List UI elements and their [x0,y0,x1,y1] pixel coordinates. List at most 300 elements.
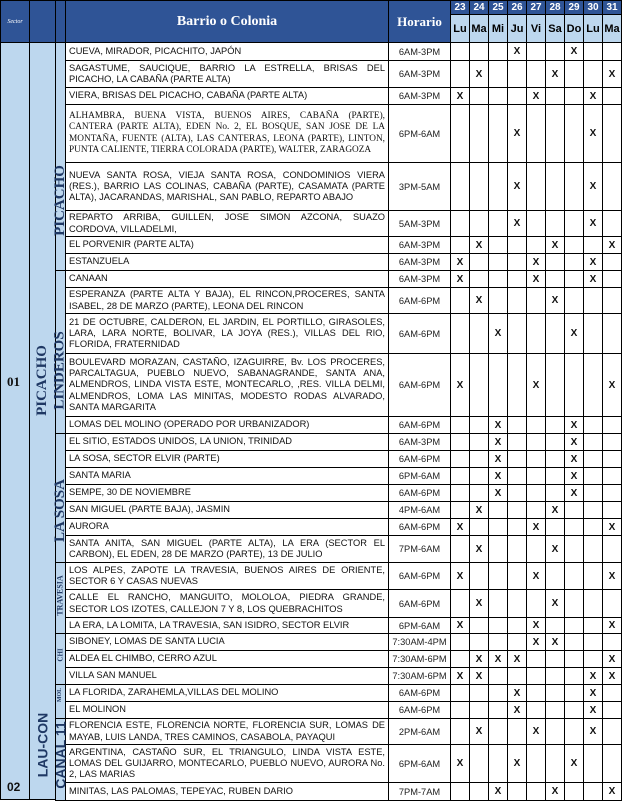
barrio-cell: AURORA [65,518,389,536]
collection-mark: X [507,701,527,719]
day-header-do: Do [564,14,584,43]
empty-day-cell [545,416,565,434]
barrio-cell: ARGENTINA, CASTAÑO SUR, EL TRIANGULO, LINDA VISTA ESTE, LOMAS DEL GUIJARRO, MONTECARLO, PUEBLO NUEVO, AURORA No. 2, LAS MARIAS [65,744,389,783]
horario-cell: 7PM-7AM [388,782,451,801]
empty-day-cell [526,433,546,451]
collection-mark: X [469,501,489,519]
collection-mark: X [450,270,470,288]
empty-day-cell [583,484,603,502]
subzone-label-picacho: PICACHO [52,164,68,236]
empty-day-cell [602,744,622,783]
empty-day-cell [545,667,565,685]
empty-day-cell [583,518,603,536]
date-header-28: 28 [545,0,565,15]
collection-mark: X [469,236,489,254]
empty-day-cell [450,60,470,88]
barrio-cell: SEMPE, 30 DE NOVIEMBRE [65,484,389,502]
barrio-cell: SAN MIGUEL (PARTE BAJA), JASMIN [65,501,389,519]
subzone-label-canal-11: CANAL 11 [52,721,69,789]
collection-mark: X [488,484,508,502]
horario-cell: 2PM-6AM [388,718,451,745]
collection-mark: X [469,589,489,618]
collection-mark: X [583,701,603,719]
collection-mark: X [602,353,622,417]
date-header-23: 23 [450,0,470,15]
empty-day-cell [583,433,603,451]
collection-mark: X [526,718,546,745]
empty-day-cell [488,353,508,417]
barrio-cell: ESPERANZA (PARTE ALTA Y BAJA), EL RINCON,PROCERES, SANTA ISABEL, 28 DE MARZO (PARTE), LEONA DEL RINCON [65,287,389,314]
horario-cell: 6PM-6AM [388,467,451,485]
barrio-cell: FLORENCIA ESTE, FLORENCIA NORTE, FLORENCIA SUR, LOMAS DE MAYAB, LUIS LANDA, TRES CAMINOS, CASABOLA, PAYAQUI [65,718,389,745]
empty-day-cell [507,353,527,417]
empty-day-cell [450,236,470,254]
empty-day-cell [526,162,546,211]
empty-day-cell [488,744,508,783]
empty-day-cell [450,42,470,61]
empty-day-cell [545,467,565,485]
empty-day-cell [507,633,527,651]
empty-day-cell [488,535,508,563]
horario-cell: 6AM-3PM [388,253,451,271]
empty-day-cell [545,42,565,61]
day-header-sa: Sa [545,14,565,43]
empty-day-cell [602,484,622,502]
empty-day-cell [469,433,489,451]
collection-mark: X [526,353,546,417]
subzone-label-mol: MOL [57,687,64,703]
empty-day-cell [488,684,508,702]
empty-day-cell [469,684,489,702]
collection-mark: X [469,535,489,563]
empty-day-cell [564,501,584,519]
horario-cell: 6AM-6PM [388,518,451,536]
collection-mark: X [507,684,527,702]
barrio-cell: LA FLORIDA, ZARAHEMLA,VILLAS DEL MOLINO [65,684,389,702]
empty-day-cell [450,210,470,237]
empty-day-cell [583,535,603,563]
collection-mark: X [488,433,508,451]
empty-day-cell [602,684,622,702]
empty-day-cell [602,416,622,434]
empty-day-cell [545,104,565,163]
empty-day-cell [507,287,527,314]
horario-cell: 6AM-6PM [388,701,451,719]
date-header-30: 30 [583,0,603,15]
empty-day-cell [602,633,622,651]
horario-cell: 6AM-6PM [388,562,451,590]
empty-day-cell [583,562,603,590]
collection-mark: X [564,467,584,485]
empty-day-cell [507,501,527,519]
empty-day-cell [469,87,489,105]
collection-mark: X [602,518,622,536]
horario-cell: 6PM-6AM [388,617,451,634]
empty-day-cell [526,104,546,163]
empty-day-cell [488,162,508,211]
empty-day-cell [507,518,527,536]
zone-label-lau-con: LAU-CON [34,712,51,778]
collection-mark: X [583,253,603,271]
empty-day-cell [545,353,565,417]
collection-mark: X [450,617,470,634]
collection-mark: X [507,104,527,163]
horario-cell: 6PM-6AM [388,104,451,163]
empty-day-cell [602,87,622,105]
collection-mark: X [583,667,603,685]
empty-day-cell [602,270,622,288]
empty-day-cell [488,617,508,634]
empty-day-cell [545,253,565,271]
empty-day-cell [564,562,584,590]
empty-day-cell [507,313,527,354]
empty-day-cell [450,535,470,563]
empty-day-cell [583,287,603,314]
empty-day-cell [488,87,508,105]
collection-mark: X [507,744,527,783]
empty-day-cell [526,287,546,314]
empty-day-cell [507,782,527,801]
empty-day-cell [507,617,527,634]
collection-mark: X [545,501,565,519]
empty-day-cell [450,104,470,163]
collection-mark: X [488,650,508,668]
collection-mark: X [564,42,584,61]
empty-day-cell [450,782,470,801]
empty-day-cell [507,667,527,685]
barrio-cell: SANTA MARIA [65,467,389,485]
barrio-cell: LA ERA, LA LOMITA, LA TRAVESIA, SAN ISIDRO, SECTOR ELVIR [65,617,389,634]
empty-day-cell [602,210,622,237]
empty-day-cell [469,701,489,719]
collection-mark: X [564,433,584,451]
empty-day-cell [526,782,546,801]
horario-cell: 7:30AM-6PM [388,667,451,685]
empty-day-cell [526,535,546,563]
empty-day-cell [602,589,622,618]
empty-day-cell [450,287,470,314]
empty-day-cell [564,287,584,314]
empty-day-cell [545,684,565,702]
day-header-vi: Vi [526,14,546,43]
empty-day-cell [564,782,584,801]
horario-cell: 6AM-6PM [388,287,451,314]
empty-day-cell [583,236,603,254]
barrio-cell: 21 DE OCTUBRE, CALDERON, EL JARDIN, EL PORTILLO, GIRASOLES, LARA, LARA NORTE, BOLIVAR, LA JOYA (RES.), VILLAS DEL RIO, FLORIDA, FRATERNIDAD [65,313,389,354]
empty-day-cell [450,313,470,354]
collection-mark: X [583,718,603,745]
horario-cell: 6AM-6PM [388,313,451,354]
empty-day-cell [526,667,546,685]
empty-day-cell [469,562,489,590]
barrio-cell: ALHAMBRA, BUENA VISTA, BUENOS AIRES, CABAÑA (PARTE), CANTERA (PARTE ALTA), EDEN No. 2, EL BOSQUE, SAN JOSE DE LA MONTAÑA, FUENTE (ALTA), LAS CANTERAS, LEONA (PARTE), LINTON, PUNTA CALIENTE, TIERRA COLORADA (PARTE), WALTER, ZARAGOZA [65,104,389,163]
collection-mark: X [469,667,489,685]
empty-day-cell [526,236,546,254]
empty-day-cell [602,253,622,271]
barrio-cell: ESTANZUELA [65,253,389,271]
collection-mark: X [545,535,565,563]
empty-day-cell [469,313,489,354]
collection-mark: X [526,617,546,634]
collection-mark: X [469,718,489,745]
horario-cell: 7:30AM-6PM [388,650,451,668]
empty-day-cell [469,617,489,634]
horario-cell: 6PM-6AM [388,744,451,783]
collection-mark: X [545,589,565,618]
date-header-25: 25 [488,0,508,15]
collection-mark: X [583,87,603,105]
empty-day-cell [488,562,508,590]
empty-day-cell [583,782,603,801]
empty-day-cell [526,313,546,354]
collection-mark: X [602,617,622,634]
empty-day-cell [602,433,622,451]
collection-mark: X [583,270,603,288]
barrio-cell: CUEVA, MIRADOR, PICACHITO, JAPÓN [65,42,389,61]
barrio-cell: EL PORVENIR (PARTE ALTA) [65,236,389,254]
barrio-cell: VIERA, BRISAS DEL PICACHO, CABAÑA (PARTE ALTA) [65,87,389,105]
empty-day-cell [507,60,527,88]
empty-day-cell [450,650,470,668]
empty-day-cell [564,684,584,702]
empty-day-cell [507,467,527,485]
empty-day-cell [564,650,584,668]
empty-day-cell [507,718,527,745]
empty-day-cell [526,589,546,618]
horario-cell: 6AM-3PM [388,236,451,254]
barrio-header [65,0,389,43]
collection-mark: X [564,450,584,468]
empty-day-cell [602,701,622,719]
collection-mark: X [488,416,508,434]
empty-day-cell [507,589,527,618]
collection-mark: X [583,162,603,211]
empty-day-cell [450,416,470,434]
empty-day-cell [564,701,584,719]
empty-day-cell [583,353,603,417]
empty-day-cell [526,701,546,719]
collection-mark: X [602,236,622,254]
barrio-cell: MINITAS, LAS PALOMAS, TEPEYAC, RUBEN DARIO [65,782,389,801]
empty-day-cell [564,667,584,685]
empty-day-cell [602,501,622,519]
collection-mark: X [564,313,584,354]
empty-day-cell [602,104,622,163]
empty-day-cell [602,535,622,563]
collection-mark: X [450,562,470,590]
empty-day-cell [469,744,489,783]
empty-day-cell [526,42,546,61]
empty-day-cell [602,162,622,211]
empty-day-cell [469,782,489,801]
empty-day-cell [507,236,527,254]
empty-day-cell [450,484,470,502]
collection-mark: X [602,650,622,668]
empty-day-cell [564,60,584,88]
empty-day-cell [602,450,622,468]
empty-day-cell [469,353,489,417]
collection-mark: X [469,60,489,88]
empty-day-cell [450,467,470,485]
empty-day-cell [526,501,546,519]
collection-mark: X [450,87,470,105]
empty-day-cell [545,718,565,745]
empty-day-cell [469,253,489,271]
collection-mark: X [488,467,508,485]
empty-day-cell [526,467,546,485]
day-header-ju: Ju [507,14,527,43]
collection-mark: X [469,287,489,314]
empty-day-cell [545,433,565,451]
horario-cell: 6AM-6PM [388,353,451,417]
empty-day-cell [602,42,622,61]
empty-day-cell [545,650,565,668]
empty-day-cell [583,60,603,88]
empty-day-cell [488,518,508,536]
collection-mark: X [564,416,584,434]
horario-cell: 5AM-3PM [388,210,451,237]
collection-mark: X [545,236,565,254]
empty-day-cell [602,467,622,485]
subzone-label-chi: CHI [56,648,65,662]
collection-mark: X [488,450,508,468]
empty-day-cell [469,270,489,288]
empty-day-cell [488,501,508,519]
empty-day-cell [469,518,489,536]
barrio-cell: CALLE EL RANCHO, MANGUITO, MOLOLOA, PIEDRA GRANDE, SECTOR LOS IZOTES, CALLEJON 7 Y 8, LOS QUEBRACHITOS [65,589,389,618]
date-header-27: 27 [526,0,546,15]
empty-day-cell [564,617,584,634]
collection-mark: X [602,782,622,801]
sector-header [0,0,30,43]
barrio-cell: SANTA ANITA, SAN MIGUEL (PARTE ALTA), LA ERA (SECTOR EL CARBON), EL EDEN, 28 DE MARZO (PARTE), 13 DE JULIO [65,535,389,563]
empty-day-cell [583,589,603,618]
collection-mark: X [526,253,546,271]
collection-mark: X [450,744,470,783]
barrio-cell: EL SITIO, ESTADOS UNIDOS, LA UNION, TRINIDAD [65,433,389,451]
collection-mark: X [507,650,527,668]
empty-day-cell [583,501,603,519]
empty-day-cell [469,162,489,211]
horario-cell: 7PM-6AM [388,535,451,563]
collection-mark: X [450,518,470,536]
barrio-cell: LA SOSA, SECTOR ELVIR (PARTE) [65,450,389,468]
collection-mark: X [564,484,584,502]
empty-day-cell [583,650,603,668]
collection-mark: X [526,87,546,105]
empty-day-cell [583,744,603,783]
collection-mark: X [602,667,622,685]
collection-mark: X [526,562,546,590]
date-header-29: 29 [564,0,584,15]
empty-day-cell [583,450,603,468]
barrio-cell: VILLA SAN MANUEL [65,667,389,685]
collection-mark: X [564,744,584,783]
empty-day-cell [564,270,584,288]
collection-mark: X [507,162,527,211]
sector-number-01: 01 [7,374,20,389]
empty-day-cell [526,744,546,783]
empty-day-cell [469,450,489,468]
barrio-cell: LOMAS DEL MOLINO (OPERADO POR URBANIZADOR) [65,416,389,434]
empty-day-cell [488,701,508,719]
collection-mark: X [602,60,622,88]
empty-day-cell [602,313,622,354]
collection-mark: X [583,684,603,702]
date-header-31: 31 [602,0,622,15]
empty-day-cell [488,236,508,254]
collection-mark: X [526,633,546,651]
barrio-cell: LOS ALPES, ZAPOTE LA TRAVESIA, BUENOS AIRES DE ORIENTE, SECTOR 6 Y CASAS NUEVAS [65,562,389,590]
empty-day-cell [488,633,508,651]
empty-day-cell [507,562,527,590]
collection-mark: X [583,104,603,163]
horario-cell: 7:30AM-4PM [388,633,451,651]
empty-day-cell [583,467,603,485]
empty-day-cell [545,562,565,590]
empty-day-cell [450,162,470,211]
empty-day-cell [564,236,584,254]
collection-mark: X [488,313,508,354]
empty-day-cell [507,416,527,434]
empty-day-cell [469,416,489,434]
empty-day-cell [545,701,565,719]
empty-day-cell [564,87,584,105]
empty-day-cell [469,42,489,61]
date-header-26: 26 [507,0,527,15]
empty-day-cell [564,718,584,745]
day-header-lu: Lu [450,14,470,43]
day-header-mi: Mi [488,14,508,43]
horario-cell: 6AM-6PM [388,416,451,434]
empty-day-cell [526,60,546,88]
empty-day-cell [545,744,565,783]
empty-day-cell [564,589,584,618]
barrio-cell: SAGASTUME, SAUCIQUE, BARRIO LA ESTRELLA, BRISAS DEL PICACHO, LA CABAÑA (PARTE ALTA) [65,60,389,88]
horario-cell: 6AM-3PM [388,270,451,288]
barrio-cell: EL MOLINON [65,701,389,719]
empty-day-cell [488,104,508,163]
empty-day-cell [507,484,527,502]
barrio-cell: ALDEA EL CHIMBO, CERRO AZUL [65,650,389,668]
date-header-24: 24 [469,0,489,15]
empty-day-cell [564,633,584,651]
empty-day-cell [450,718,470,745]
empty-day-cell [583,617,603,634]
empty-day-cell [545,518,565,536]
empty-day-cell [450,433,470,451]
zone-label-picacho: PICACHO [34,344,50,416]
horario-cell: 6AM-6PM [388,450,451,468]
empty-day-cell [450,450,470,468]
sector-number-02: 02 [7,780,21,794]
empty-day-cell [488,667,508,685]
empty-day-cell [450,633,470,651]
horario-cell: 6AM-3PM [388,42,451,61]
empty-day-cell [564,535,584,563]
empty-day-cell [488,270,508,288]
horario-cell: 6AM-6PM [388,589,451,618]
empty-day-cell [450,589,470,618]
empty-day-cell [469,484,489,502]
empty-day-cell [450,501,470,519]
empty-day-cell [602,287,622,314]
horario-header [388,0,451,43]
collection-mark: X [450,353,470,417]
empty-day-cell [469,633,489,651]
barrio-cell: REPARTO ARRIBA, GUILLEN, JOSE SIMON AZCONA, SUAZO CORDOVA, VILLADELMI, [65,210,389,237]
empty-day-cell [488,42,508,61]
